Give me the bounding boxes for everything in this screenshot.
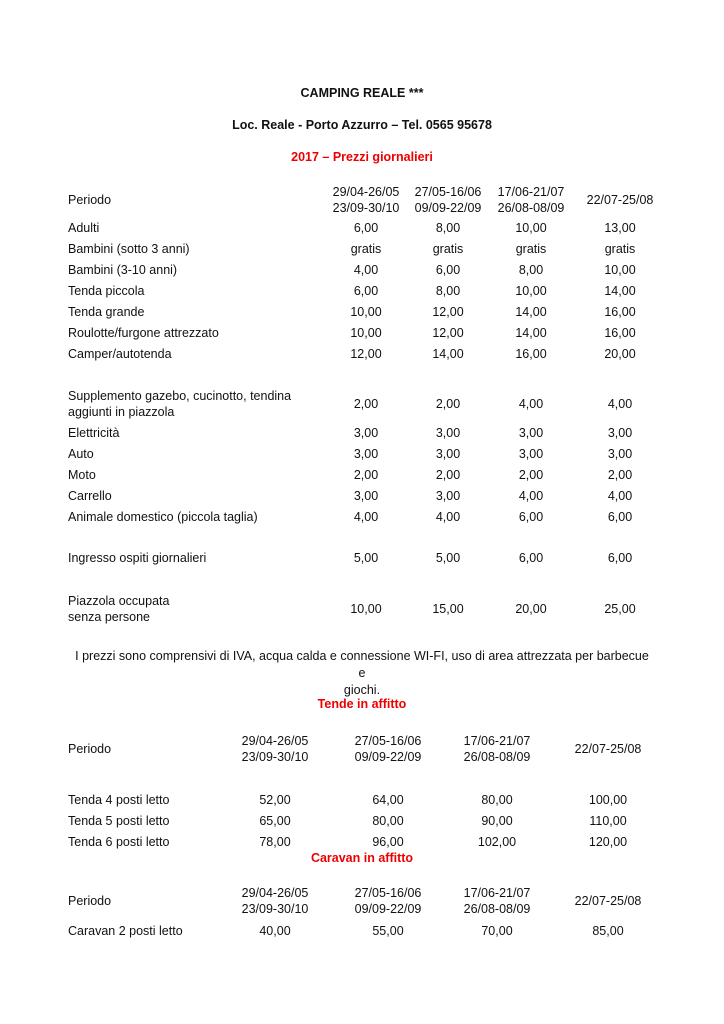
price-cell: 85,00 [592,924,624,938]
column-header-period [403,184,493,216]
price-cell: 52,00 [259,793,291,807]
price-cell: 4,00 [607,397,633,411]
price-cell: 14,00 [604,284,636,298]
price-cell: 14,00 [515,305,547,319]
price-cell: 3,00 [518,426,544,440]
row-label [68,509,258,525]
table-row [68,346,668,366]
price-cell: 2,00 [435,468,461,482]
period-range: 23/09-30/10 [332,201,400,215]
row-label-line: Bambini (sotto 3 anni) [68,242,190,256]
row-label-line: Camper/autotenda [68,347,172,361]
price-cell: 64,00 [372,793,404,807]
table-row [68,425,668,445]
row-label-line: Tenda piccola [68,284,145,298]
price-cell: 3,00 [435,426,461,440]
price-cell: gratis [604,242,636,256]
row-label [68,923,183,939]
table-header-row [68,885,668,916]
table-row [68,792,668,812]
price-cell: 4,00 [518,397,544,411]
row-label [68,834,169,850]
column-header-periodo: Periodo [68,894,112,908]
caravan-rental-heading: Caravan in affitto [310,851,414,865]
price-cell: 12,00 [432,305,464,319]
table-header-row [68,733,668,764]
table-row [68,923,668,943]
column-header-period [230,885,320,917]
price-cell: 10,00 [350,326,382,340]
row-label [68,550,206,566]
row-label [68,467,96,483]
row-label [68,813,169,829]
tents-rental-heading: Tende in affitto [317,697,407,711]
price-cell: 80,00 [481,793,513,807]
row-label [68,425,119,441]
column-header-period [563,893,653,909]
period-range: 27/05-16/06 [354,886,422,900]
price-cell: 16,00 [515,347,547,361]
price-cell: 55,00 [372,924,404,938]
price-cell: 2,00 [435,397,461,411]
price-cell: 20,00 [515,602,547,616]
price-cell: 6,00 [353,284,379,298]
period-range: 17/06-21/07 [463,734,531,748]
row-label [68,325,219,341]
price-cell: 3,00 [353,426,379,440]
column-header-period [321,184,411,216]
column-header-period [452,885,542,917]
price-cell: 10,00 [350,305,382,319]
period-range: 22/07-25/08 [574,894,642,908]
price-cell: 70,00 [481,924,513,938]
period-range: 22/07-25/08 [586,193,654,207]
price-cell: 16,00 [604,326,636,340]
column-header-periodo: Periodo [68,193,112,207]
period-range: 23/09-30/10 [241,750,309,764]
price-cell: 78,00 [259,835,291,849]
period-range: 29/04-26/05 [241,734,309,748]
table-row [68,593,668,624]
period-range: 09/09-22/09 [354,902,422,916]
row-label-line: Auto [68,447,94,461]
row-label-line: Moto [68,468,96,482]
period-range: 26/08-08/09 [497,201,565,215]
price-cell: 4,00 [353,510,379,524]
period-range: 09/09-22/09 [354,750,422,764]
price-cell: 10,00 [515,221,547,235]
price-cell: 100,00 [588,793,628,807]
row-label [68,388,291,420]
period-range: 17/06-21/07 [497,185,565,199]
period-range: 29/04-26/05 [241,886,309,900]
row-label [68,283,144,299]
price-cell: 80,00 [372,814,404,828]
table-row [68,488,668,508]
column-header-period [486,184,576,216]
row-label-line: Tenda 4 posti letto [68,793,170,807]
price-cell: 110,00 [589,814,627,828]
row-label [68,593,169,625]
price-cell: 6,00 [607,551,633,565]
price-cell: 40,00 [259,924,291,938]
price-cell: 120,00 [588,835,628,849]
price-cell: 4,00 [353,263,379,277]
prices-note-line: I prezzi sono comprensivi di IVA, acqua calda e connessione WI-FI, uso di area attrezzata per barbecue e [75,649,649,680]
price-cell: 20,00 [604,347,636,361]
row-label-line: aggiunti in piazzola [68,405,175,419]
price-cell: 3,00 [353,447,379,461]
price-cell: 14,00 [432,347,464,361]
price-cell: 4,00 [435,510,461,524]
row-label [68,220,99,236]
price-cell: 8,00 [435,284,461,298]
price-cell: 102,00 [477,835,517,849]
period-range: 22/07-25/08 [574,742,642,756]
row-label-line: Ingresso ospiti giornalieri [68,551,207,565]
column-header-period [230,733,320,765]
price-cell: 4,00 [518,489,544,503]
price-cell: 10,00 [350,602,382,616]
price-cell: 3,00 [353,489,379,503]
price-cell: 15,00 [432,602,464,616]
price-cell: 8,00 [435,221,461,235]
price-cell: 3,00 [607,426,633,440]
column-header-period [575,192,665,208]
prices-note [70,648,654,699]
price-cell: 16,00 [604,305,636,319]
price-cell: 90,00 [481,814,513,828]
row-label-line: Carrello [68,489,112,503]
price-cell: 2,00 [518,468,544,482]
table-row [68,509,668,529]
column-header-periodo: Periodo [68,742,112,756]
page-title: CAMPING REALE *** [300,86,424,100]
row-label [68,346,172,362]
row-label [68,792,169,808]
row-label-line: Supplemento gazebo, cucinotto, tendina [68,389,292,403]
price-cell: 3,00 [607,447,633,461]
period-range: 26/08-08/09 [463,750,531,764]
period-range: 09/09-22/09 [414,201,482,215]
price-cell: 6,00 [435,263,461,277]
period-range: 27/05-16/06 [354,734,422,748]
row-label-line: Adulti [68,221,100,235]
column-header-period [343,885,433,917]
price-cell: 4,00 [607,489,633,503]
table-row [68,388,668,419]
price-cell: gratis [350,242,382,256]
table-row [68,241,668,261]
price-cell: 2,00 [353,397,379,411]
table-row [68,550,668,570]
address-line: Loc. Reale - Porto Azzurro – Tel. 0565 95678 [232,118,492,132]
price-cell: 12,00 [350,347,382,361]
period-range: 23/09-30/10 [241,902,309,916]
row-label-line: Roulotte/furgone attrezzato [68,326,219,340]
price-cell: 6,00 [353,221,379,235]
price-cell: 12,00 [432,326,464,340]
column-header-period [452,733,542,765]
price-cell: 65,00 [259,814,291,828]
price-cell: gratis [432,242,464,256]
price-cell: gratis [515,242,547,256]
row-label-line: senza persone [68,610,151,624]
table-row [68,467,668,487]
row-label-line: Tenda 6 posti letto [68,835,170,849]
row-label-line: Piazzola occupata [68,594,170,608]
table-row [68,220,668,240]
price-cell: 6,00 [518,551,544,565]
row-label-line: Tenda grande [68,305,145,319]
price-cell: 3,00 [435,489,461,503]
table-row [68,283,668,303]
row-label [68,241,190,257]
daily-prices-heading: 2017 – Prezzi giornalieri [291,150,433,164]
price-cell: 14,00 [515,326,547,340]
row-label [68,446,94,462]
price-cell: 5,00 [353,551,379,565]
price-cell: 6,00 [607,510,633,524]
price-cell: 2,00 [353,468,379,482]
price-cell: 2,00 [607,468,633,482]
price-cell: 25,00 [604,602,636,616]
column-header-period [563,741,653,757]
table-row [68,813,668,833]
price-cell: 3,00 [518,447,544,461]
table-row [68,446,668,466]
period-range: 26/08-08/09 [463,902,531,916]
price-cell: 5,00 [435,551,461,565]
table-row [68,325,668,345]
row-label [68,304,144,320]
row-label-line: Caravan 2 posti letto [68,924,183,938]
price-cell: 8,00 [518,263,544,277]
price-cell: 6,00 [518,510,544,524]
row-label [68,262,177,278]
table-row [68,304,668,324]
period-range: 17/06-21/07 [463,886,531,900]
row-label [68,488,112,504]
period-range: 29/04-26/05 [332,185,400,199]
row-label-line: Bambini (3-10 anni) [68,263,178,277]
row-label-line: Elettricità [68,426,120,440]
price-cell: 10,00 [515,284,547,298]
row-label-line: Animale domestico (piccola taglia) [68,510,258,524]
prices-note-line: giochi. [343,683,381,697]
price-cell: 10,00 [604,263,636,277]
price-cell: 13,00 [604,221,636,235]
row-label-line: Tenda 5 posti letto [68,814,170,828]
price-cell: 96,00 [372,835,404,849]
table-header-row [68,184,668,215]
price-cell: 3,00 [435,447,461,461]
period-range: 27/05-16/06 [414,185,482,199]
table-row [68,262,668,282]
column-header-period [343,733,433,765]
